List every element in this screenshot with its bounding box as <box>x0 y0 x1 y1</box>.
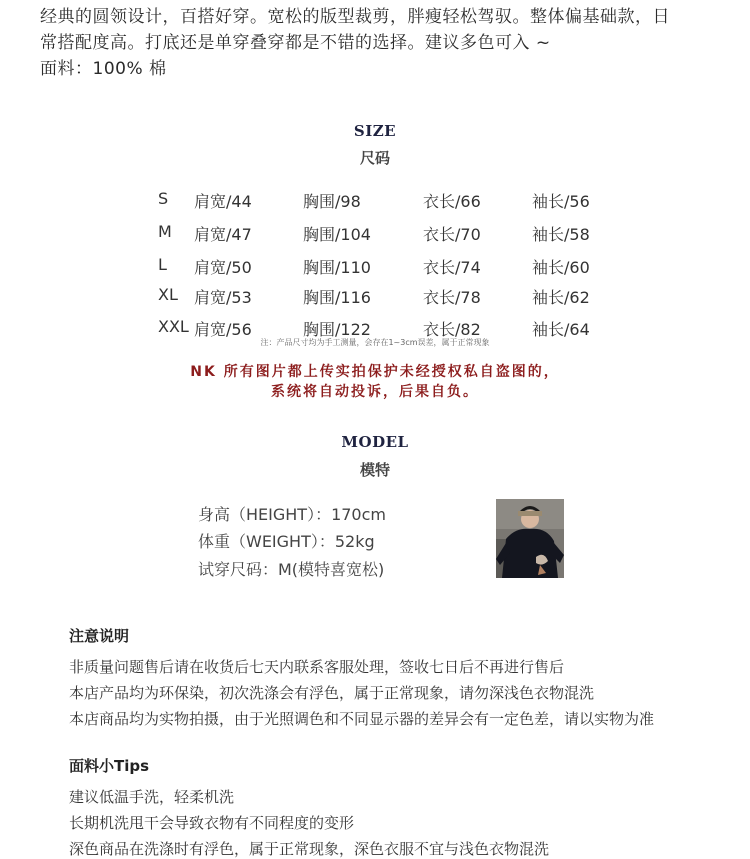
size-row <box>0 285 750 309</box>
size-row <box>0 189 750 213</box>
sleeve-length: 袖长/56 <box>532 192 590 211</box>
shoulder-width: 肩宽/47 <box>194 225 252 244</box>
size-label: L <box>158 255 167 274</box>
body-length: 衣长/70 <box>423 225 481 244</box>
size-label: M <box>158 222 172 241</box>
notice-heading: 注意说明 <box>69 627 130 645</box>
copyright-warning-line: 系统将自动投诉，后果自负。 <box>271 384 479 400</box>
chest-width: 胸围/122 <box>303 320 371 339</box>
body-length: 衣长/66 <box>423 192 481 211</box>
chest-width: 胸围/110 <box>303 258 371 277</box>
fabric-line: 面料：100% 棉 <box>40 59 167 79</box>
model-weight: 体重（WEIGHT）：52kg <box>198 532 375 551</box>
model-fit-size: 试穿尺码：M(模特喜宽松) <box>198 560 385 579</box>
size-row <box>0 222 750 246</box>
body-length: 衣长/78 <box>423 288 481 307</box>
chest-width: 胸围/104 <box>303 225 371 244</box>
notice-item: 本店商品均为实物拍摄，由于光照调色和不同显示器的差异会有一定色差，请以实物为准 <box>69 710 655 728</box>
size-title-zh: 尺码 <box>359 149 390 167</box>
tips-heading: 面料小Tips <box>69 757 150 775</box>
measurement-note: 注：产品尺寸均为手工测量，会存在1~3cm误差，属于正常现象 <box>260 338 490 347</box>
notice-item: 非质量问题售后请在收货后七天内联系客服处理，签收七日后不再进行售后 <box>69 658 565 676</box>
size-label: XXL <box>158 317 189 336</box>
notice-item: 本店产品均为环保染，初次洗涤会有浮色，属于正常现象，请勿深浅色衣物混洗 <box>69 684 595 702</box>
shoulder-width: 肩宽/53 <box>194 288 252 307</box>
model-photo <box>496 499 564 578</box>
model-title-en: MODEL <box>341 433 409 451</box>
body-length: 衣长/82 <box>423 320 481 339</box>
tips-item: 深色商品在洗涤时有浮色，属于正常现象，深色衣服不宜与浅色衣物混洗 <box>69 840 550 858</box>
tips-item: 建议低温手洗，轻柔机洗 <box>69 788 235 806</box>
sleeve-length: 袖长/62 <box>532 288 590 307</box>
chest-width: 胸围/116 <box>303 288 371 307</box>
size-label: XL <box>158 285 178 304</box>
description-line: 经典的圆领设计，百搭好穿。宽松的版型裁剪，胖瘦轻松驾驭。整体偏基础款，日 <box>40 7 670 27</box>
description-line: 常搭配度高。打底还是单穿叠穿都是不错的选择。建议多色可入 ~ <box>40 33 551 53</box>
model-height: 身高（HEIGHT）：170cm <box>198 505 386 524</box>
size-title-en: SIZE <box>353 122 397 140</box>
tips-item: 长期机洗甩干会导致衣物有不同程度的变形 <box>69 814 355 832</box>
size-row <box>0 255 750 279</box>
size-label: S <box>158 189 169 208</box>
sleeve-length: 袖长/60 <box>532 258 590 277</box>
copyright-warning-line: NK 所有图片都上传实拍保护未经授权私自盗图的， <box>190 364 560 380</box>
chest-width: 胸围/98 <box>303 192 361 211</box>
body-length: 衣长/74 <box>423 258 481 277</box>
model-title-zh: 模特 <box>359 461 390 479</box>
sleeve-length: 袖长/58 <box>532 225 590 244</box>
shoulder-width: 肩宽/50 <box>194 258 252 277</box>
sleeve-length: 袖长/64 <box>532 320 590 339</box>
shoulder-width: 肩宽/44 <box>194 192 252 211</box>
shoulder-width: 肩宽/56 <box>194 320 252 339</box>
product-description <box>40 4 730 82</box>
